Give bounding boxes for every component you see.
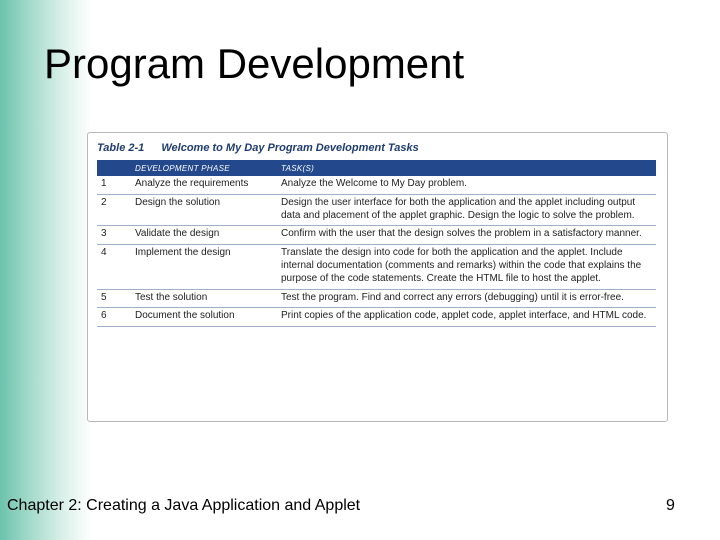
slide-title: Program Development — [44, 40, 465, 87]
table-row — [97, 308, 656, 327]
table-row — [97, 226, 656, 245]
row-step: 6 — [97, 308, 131, 327]
row-step: 4 — [97, 245, 131, 289]
row-task: Confirm with the user that the design solves the problem in a satisfactory manner. — [277, 226, 656, 245]
row-phase: Validate the design — [131, 226, 277, 245]
table-row — [97, 194, 656, 226]
row-task: Test the program. Find and correct any errors (debugging) until it is error-free. — [277, 289, 656, 308]
development-tasks-table — [97, 160, 656, 327]
table-header-row — [97, 160, 656, 176]
row-step: 2 — [97, 194, 131, 226]
slide-footer: Chapter 2: Creating a Java Application and Applet — [7, 497, 361, 514]
page-number: 9 — [666, 497, 675, 514]
row-task: Print copies of the application code, applet code, applet interface, and HTML code. — [277, 308, 656, 327]
table-row — [97, 176, 656, 194]
row-phase: Test the solution — [131, 289, 277, 308]
header-tasks: TASK(S) — [281, 163, 315, 173]
row-step: 5 — [97, 289, 131, 308]
row-phase: Design the solution — [131, 194, 277, 226]
table-figure — [87, 132, 668, 422]
table-caption-text: Welcome to My Day Program Development Tasks — [161, 142, 419, 154]
table-row — [97, 245, 656, 289]
row-phase: Analyze the requirements — [131, 176, 277, 194]
row-task: Analyze the Welcome to My Day problem. — [277, 176, 656, 194]
row-phase: Document the solution — [131, 308, 277, 327]
row-task: Design the user interface for both the application and the applet including output data and placement of the applet graphic. Design the logic to solve the problem. — [277, 194, 656, 226]
header-development-phase: DEVELOPMENT PHASE — [135, 163, 230, 173]
row-task: Translate the design into code for both the application and the applet. Include internal documentation (comments and remarks) within the code that explains the purpose of the code statements. Create the HTML file to host the applet. — [277, 245, 656, 289]
table-number: Table 2-1 — [97, 142, 145, 154]
header-step — [97, 160, 131, 176]
table-caption — [97, 142, 419, 154]
row-phase: Implement the design — [131, 245, 277, 289]
table-row — [97, 289, 656, 308]
row-step: 3 — [97, 226, 131, 245]
row-step: 1 — [97, 176, 131, 194]
